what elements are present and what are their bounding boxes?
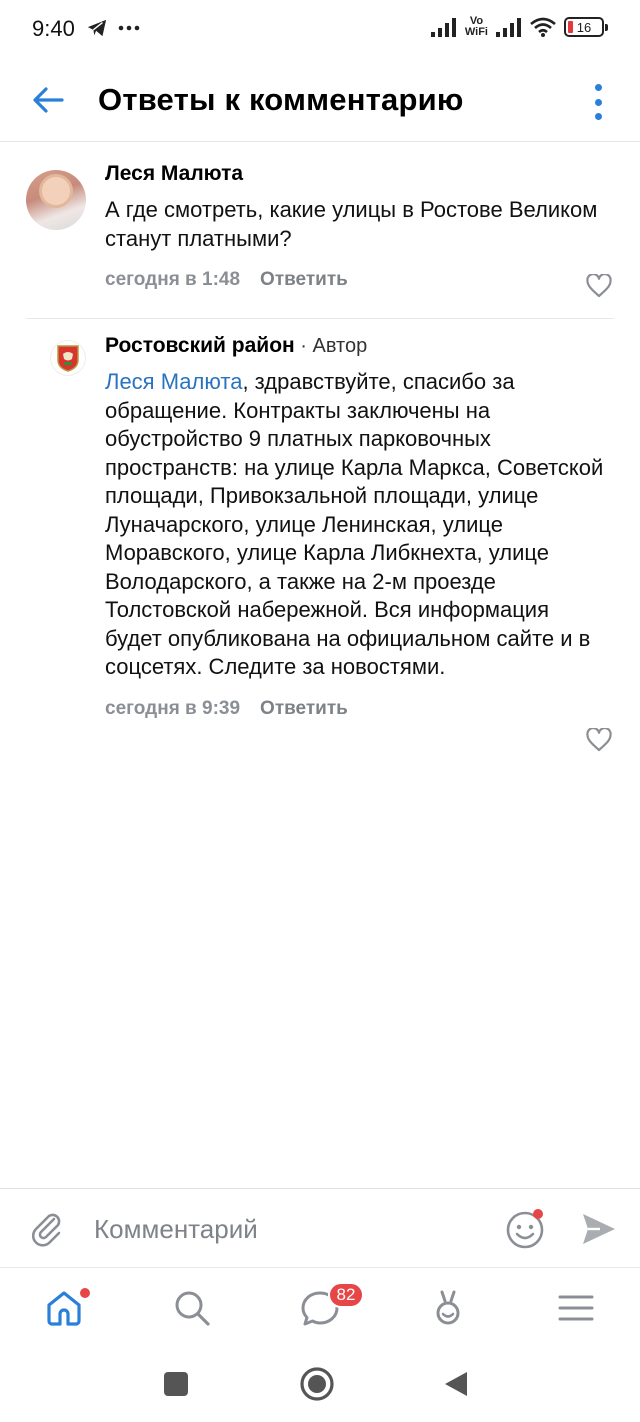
comment-text-body: , здравствуйте, спасибо за обращение. Контракты заключены на обустройство 9 платных парковочных пространств: на улице Карла Маркса, Советской площади, Привокзальной площади, улице Луначарского, улице Ленинская, улице Моравского, улице Карла Либкнехта, улице Володарского, а также на 2-м проезде Толстовской набережной. Вся информация будет опубликована на официальном сайте и в соцсетях. Следите за новостями. [105,369,604,679]
avatar[interactable] [26,170,86,230]
square-icon [163,1371,189,1397]
unread-badge: 82 [328,1282,364,1308]
comment-body [105,334,610,720]
telegram-icon [86,18,108,38]
comment-body [105,162,610,291]
battery-icon: 16 [564,17,604,37]
home-system-button[interactable] [299,1366,335,1402]
bottom-navigation [0,1270,640,1344]
avatar[interactable] [50,340,86,376]
triangle-back-icon [443,1370,469,1398]
comment-author[interactable] [105,162,610,186]
coat-of-arms-icon [56,344,80,372]
author-name[interactable]: Леся Малюта [105,162,244,185]
comment-meta [105,269,610,291]
heart-icon[interactable] [586,728,612,752]
clips-icon [429,1288,467,1328]
heart-icon[interactable] [586,274,612,298]
header [0,60,640,142]
more-dots-icon [118,25,140,31]
comment-text [105,368,610,682]
page-title: Ответы к комментарию [98,82,464,117]
back-button[interactable] [28,80,68,120]
more-options-button[interactable] [586,82,610,122]
status-bar [0,0,640,60]
author-role-badge: · Автор [294,335,368,357]
nav-clips[interactable] [418,1280,478,1336]
vertical-dots-icon [595,84,602,91]
comment-input[interactable] [94,1209,474,1249]
comment-time: сегодня в 9:39 [105,697,241,719]
home-icon [44,1288,84,1328]
circle-icon [299,1366,335,1402]
wifi-icon [530,17,556,37]
signal-icon [431,17,457,37]
paperclip-icon[interactable] [28,1209,66,1247]
comment-meta [105,698,610,720]
divider [26,318,614,319]
author-name[interactable]: Ростовский район [105,334,295,357]
back-system-button[interactable] [438,1366,474,1402]
emoji-button[interactable] [504,1207,548,1251]
arrow-left-icon [32,86,64,114]
nav-home[interactable] [34,1280,94,1336]
comment-composer [0,1188,640,1268]
search-icon [173,1289,211,1327]
comment-text: А где смотреть, какие улицы в Ростове Великом станут платными? [105,197,598,251]
signal-icon [496,17,522,37]
system-navigation [0,1350,640,1422]
vowifi-icon: Vo WiFi [464,15,488,38]
nav-messages[interactable] [290,1280,356,1336]
nav-menu[interactable] [546,1280,606,1336]
comment-author[interactable] [105,334,610,358]
nav-search[interactable] [162,1280,222,1336]
status-time: 9:40 [32,16,75,41]
menu-icon [558,1293,594,1323]
reply-button[interactable]: Ответить [260,269,348,290]
mention-link[interactable]: Леся Малюта [105,369,243,394]
status-left-icons [86,18,140,38]
smile-icon [504,1207,548,1251]
reply-button[interactable]: Ответить [260,697,348,719]
recent-apps-button[interactable] [158,1366,194,1402]
notification-dot [80,1288,90,1298]
comment-time: сегодня в 1:48 [105,269,241,290]
send-icon[interactable] [580,1211,618,1247]
status-right-icons [431,16,604,38]
